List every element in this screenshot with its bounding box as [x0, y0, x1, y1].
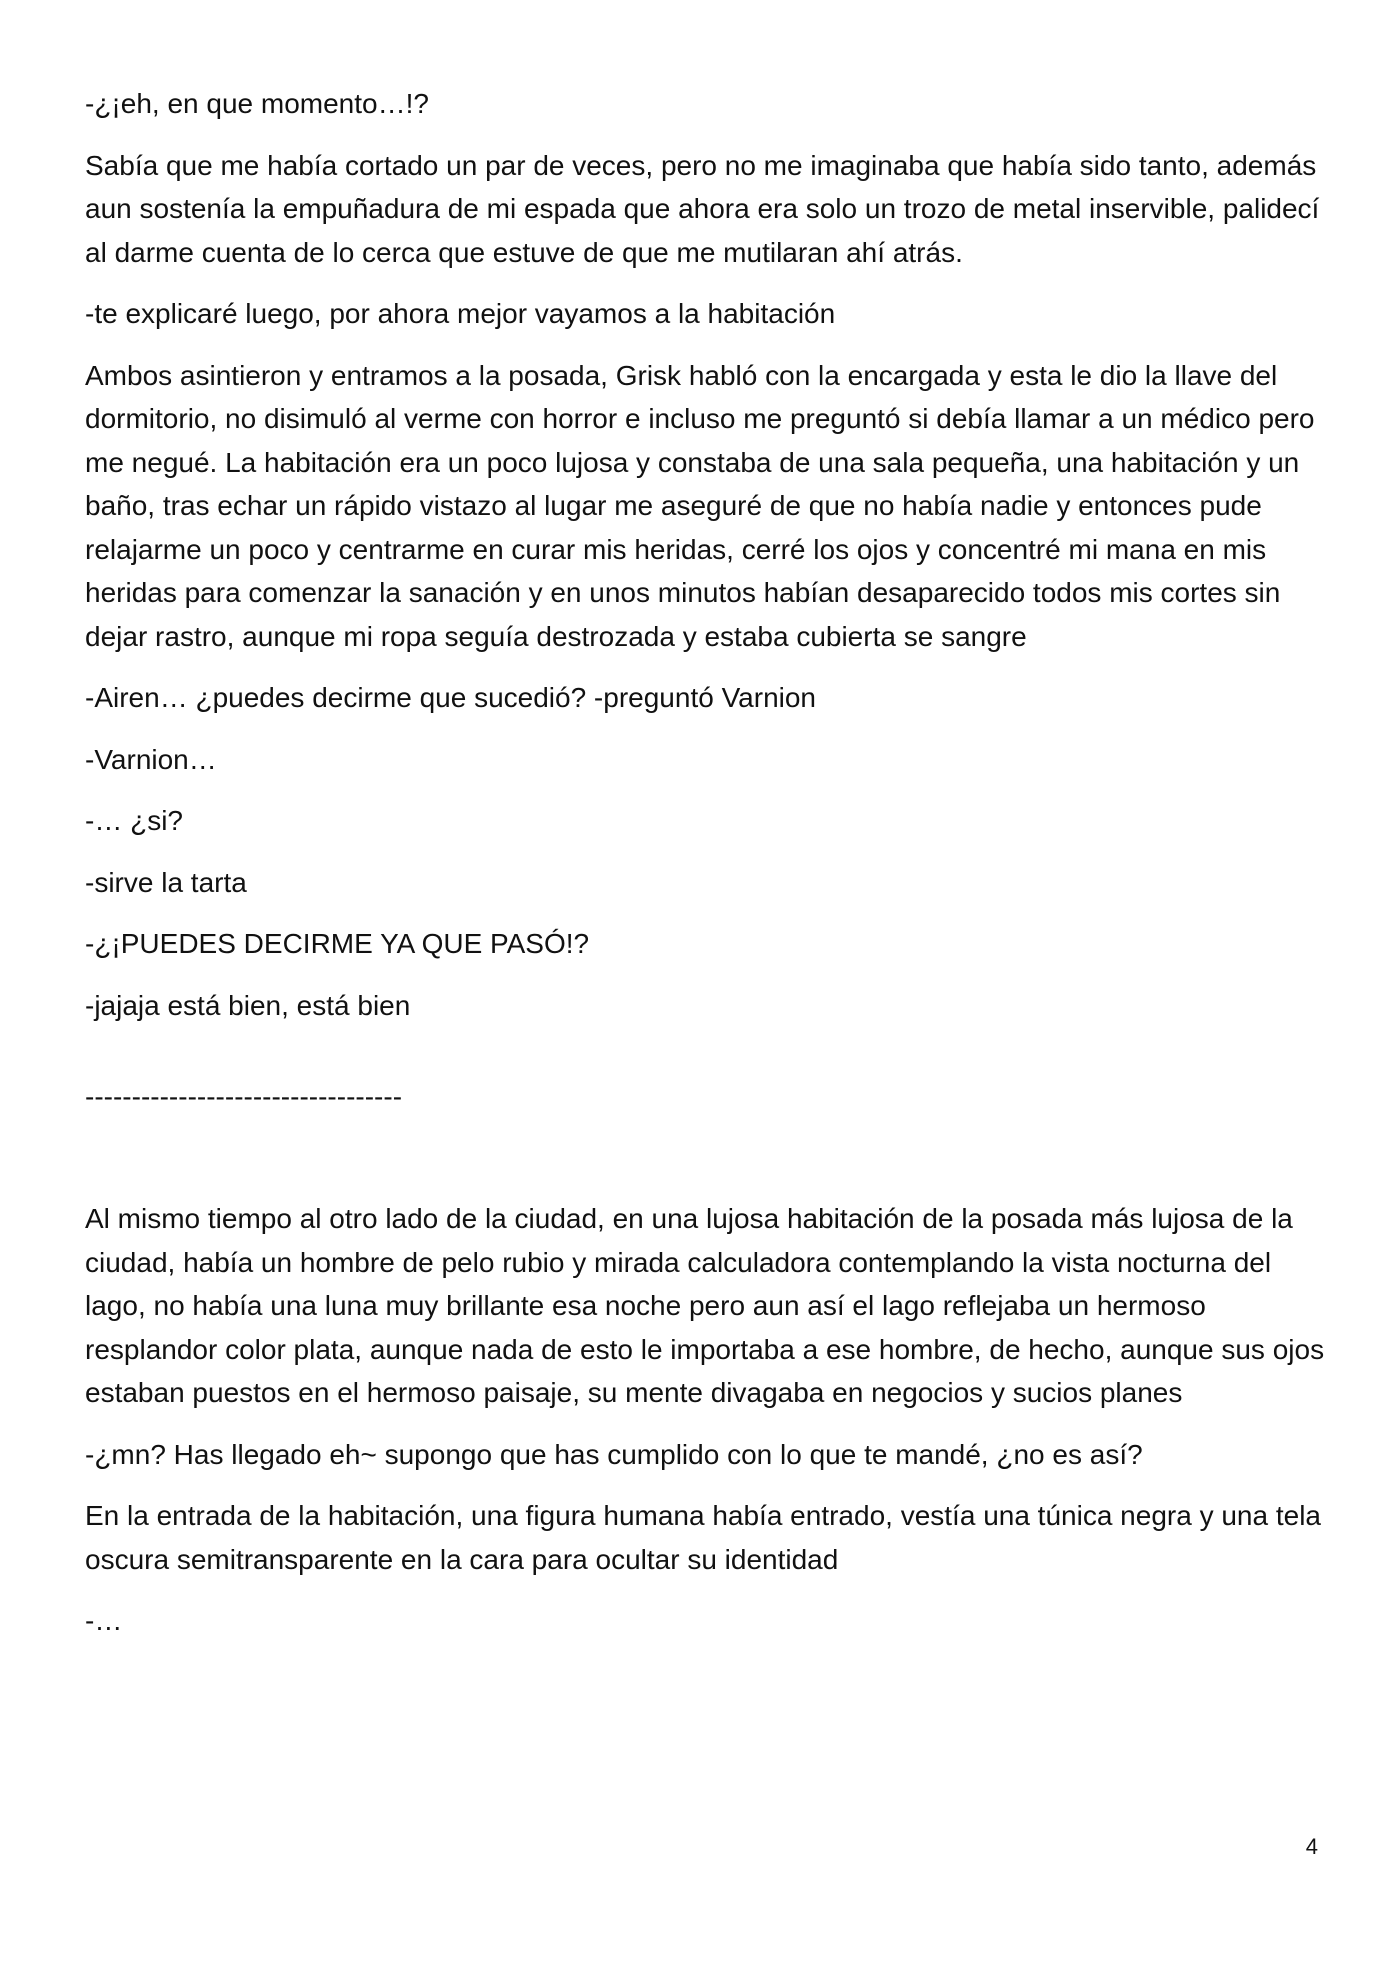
- paragraph: -… ¿si?: [85, 805, 183, 836]
- paragraph: En la entrada de la habitación, una figura humana había entrado, vestía una túnica negra y una tela oscura semitransparente en la cara para ocultar su identidad: [85, 1500, 1321, 1575]
- section-gap: [85, 1119, 1330, 1197]
- paragraph: -te explicaré luego, por ahora mejor vayamos a la habitación: [85, 298, 836, 329]
- paragraph: -Varnion…: [85, 743, 217, 775]
- paragraph: -jajaja está bien, está bien: [85, 989, 411, 1021]
- paragraph: Sabía que me había cortado un par de veces, pero no me imaginaba que había sido tanto, además aun sostenía la empuñadura de mi espada que ahora era solo un trozo de metal inservible, palidecí al darme cuenta de lo cerca que estuve de que me mutilaran ahí atrás.: [85, 149, 1320, 268]
- paragraph: -Airen… ¿puedes decirme que sucedió? -preguntó Varnion: [85, 682, 817, 713]
- paragraph: -¿¡PUEDES DECIRME YA QUE PASÓ!?: [85, 928, 590, 959]
- paragraph: Al mismo tiempo al otro lado de la ciudad, en una lujosa habitación de la posada más lujosa de la ciudad, había un hombre de pelo rubio y mirada calculadora contemplando la vista nocturna del lago, no había una luna muy brillante esa noche pero aun así el lago reflejaba un hermoso resplandor color plata, aunque nada de esto le importaba a ese hombre, de hecho, aunque sus ojos estaban puestos en el hermoso paisaje, su mente divagaba en negocios y sucios planes: [85, 1203, 1325, 1408]
- paragraph: Ambos asintieron y entramos a la posada, Grisk habló con la encargada y esta le dio la llave del dormitorio, no disimuló al verme con horror e incluso me preguntó si debía llamar a un médico pero me negué. La habitación era un poco lujosa y constaba de una sala pequeña, una habitación y un baño, tras echar un rápido vistazo al lugar me aseguré de que no había nadie y entonces pude relajarme un poco y centrarme en curar mis heridas, cerré los ojos y concentré mi mana en mis heridas para comenzar la sanación y en unos minutos habían desaparecido todos mis cortes sin dejar rastro, aunque mi ropa seguía destrozada y estaba cubierta se sangre: [85, 359, 1315, 652]
- paragraph: -¿¡eh, en que momento…!?: [85, 88, 429, 119]
- paragraph: -…: [85, 1605, 123, 1636]
- paragraph: -¿mn? Has llegado eh~ supongo que has cumplido con lo que te mandé, ¿no es así?: [85, 1438, 1143, 1470]
- document-page: [85, 82, 1330, 1661]
- section-separator: ----------------------------------: [85, 1081, 403, 1112]
- paragraph: -sirve la tarta: [85, 866, 247, 898]
- page-number: 4: [1305, 1834, 1318, 1859]
